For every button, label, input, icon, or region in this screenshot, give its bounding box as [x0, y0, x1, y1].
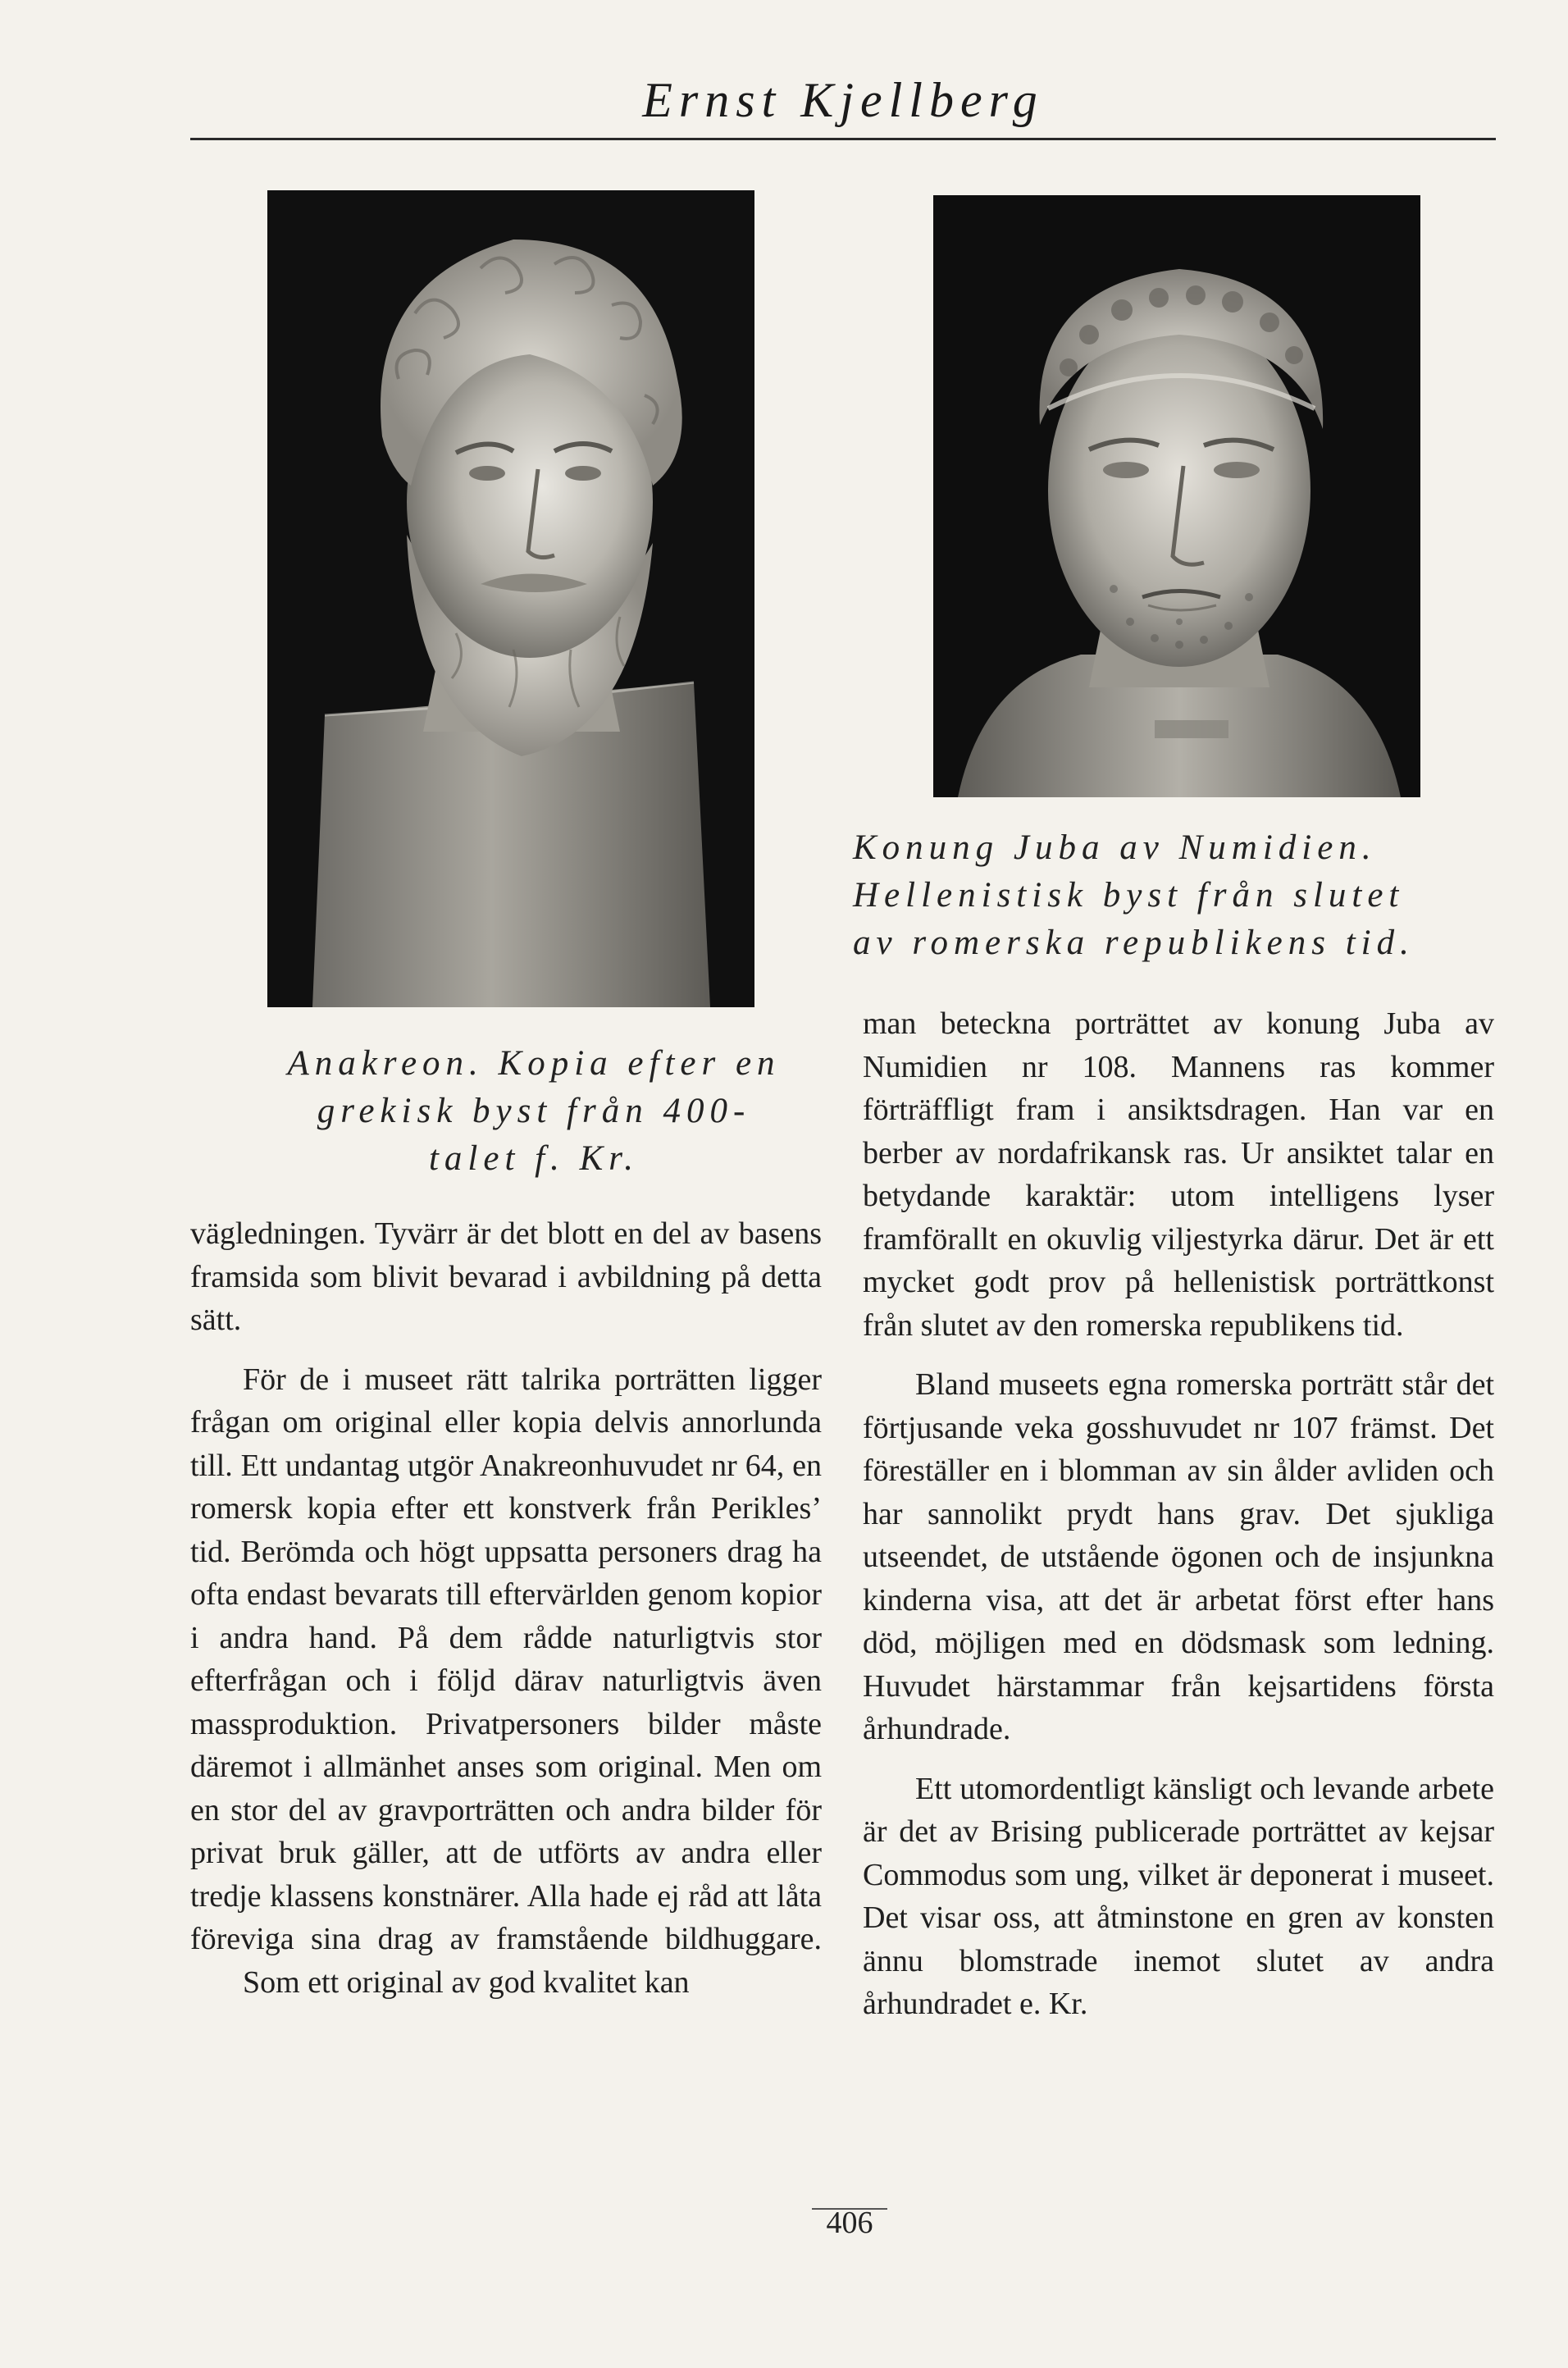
paragraph: Som ett original av god kvalitet kan: [243, 1964, 690, 2000]
photo-bust-anakreon: [267, 190, 754, 1007]
caption-line: av romerska republikens tid.: [853, 924, 1415, 962]
caption-line: Konung Juba av Numidien.: [853, 828, 1377, 867]
paragraph: vägledningen. Tyvärr är det blott en del av basens framsida som blivit bevarad i avbildning på detta sätt.: [190, 1216, 822, 1337]
caption-line: grekisk byst från 400-: [317, 1092, 751, 1130]
paragraph: För de i museet rätt talrika porträtten ligger frågan om original eller kopia delvis annorlunda till. Ett undantag utgör Anakreonhuvudet nr 64, en romersk kopia efter ett konstverk från Perikles’ tid. Berömda och högt uppsatta personers drag ha ofta endast bevarats till eftervärlden genom kopior i andra hand. På dem rådde naturligtvis stor efterfrågan och i följd därav naturligtvis även massproduktion. Privatpersoners bilder måste däremot i allmänhet anses som original. Men om en stor del av gravporträtten och andra bilder för privat bruk gäller, att de utförts av andra eller tredje klassens konstnärer. Alla hade ej råd att låta föreviga sina drag av framstående bildhuggare.: [190, 1362, 822, 1956]
caption-line: Hellenistisk byst från slutet: [853, 876, 1405, 915]
bust-anakreon-illustration: [267, 190, 754, 1007]
page-number: 406: [826, 2206, 873, 2240]
caption-line: talet f. Kr.: [428, 1139, 640, 1178]
header-rule: [190, 138, 1496, 140]
caption-anakreon: [251, 1040, 817, 1183]
bust-juba-illustration: [933, 195, 1420, 797]
paragraph: Ett utomordentligt känsligt och levande arbete är det av Brising publicerade porträttet av kejsar Commodus som ung, vilket är deponerat i museet. Det visar oss, att åtminstone en gren av konsten ännu blomstrade inemot slutet av andra århundradet e. Kr.: [863, 1771, 1494, 2021]
paragraph: man beteckna porträttet av konung Juba av Numidien nr 108. Mannens ras kommer förträffligt fram i ansiktsdragen. Han var en berber av nordafrikansk ras. Ur ansiktet talar en betydande karaktär: utom intelligens lyser framförallt en okuvlig viljestyrka därur. Det är ett mycket godt prov på hellenistisk porträttkonst från slutet av den romerska republikens tid.: [863, 1006, 1494, 1343]
text-column-right: [863, 1002, 1494, 2026]
running-header: Ernst Kjellberg: [642, 73, 1044, 127]
caption-juba: [853, 824, 1501, 967]
photo-bust-juba: [933, 195, 1420, 797]
paragraph: Bland museets egna romerska porträtt står det förtjusande veka gosshuvudet nr 107 främst. Det föreställer en i blomman av sin ålder avliden och har sannolikt prydt hans grav. Det sjukliga utseendet, de utstående ögonen och de insjunkna kinderna visa, att det är arbetat först efter hans död, möjligen med en dödsmask som ledning. Huvudet härstammar från kejsartidens första århundrade.: [863, 1367, 1494, 1746]
text-column-left: [190, 1212, 822, 2004]
caption-line: Anakreon. Kopia efter en: [287, 1044, 781, 1083]
